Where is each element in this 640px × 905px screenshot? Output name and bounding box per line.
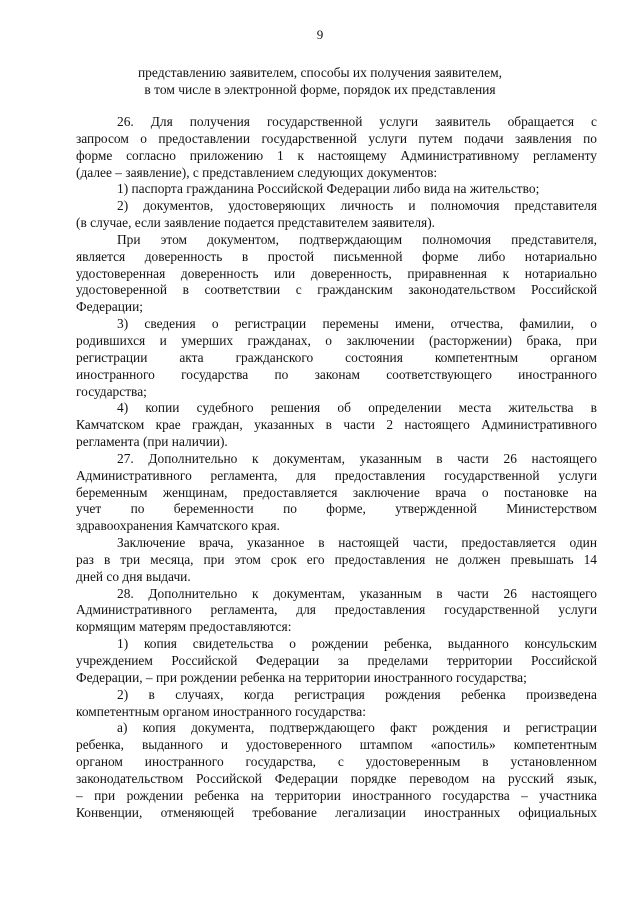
text-line: государства; [76, 383, 147, 399]
text-line: 3) сведения о регистрации перемены имени, отчества, фамилии, о [117, 316, 597, 332]
page-number: 9 [316, 27, 324, 42]
text-line: Федерации; [76, 299, 143, 315]
text-line: регламента (при наличии). [76, 434, 228, 450]
text-line: учреждением Российской Федерации за пределами территории Российской [76, 653, 597, 668]
text-line: иностранного государства по законам соответствующего иностранного [76, 366, 597, 382]
text-line: Конвенции, отменяющей требование легализации иностранных официальных [76, 804, 597, 820]
text-line: 2) документов, удостоверяющих личность и полномочия представителя [117, 198, 597, 214]
body-text [76, 114, 597, 821]
text-line: удостоверенной в соответствии с гражданским законодательством Российской [76, 282, 597, 298]
text-line: кормящим матерям предоставляются: [76, 619, 292, 635]
text-line: Административного регламента, для предоставления государственной услуги [76, 602, 597, 618]
text-line: органом иностранного государства, с удостоверенным в установленном [76, 754, 597, 770]
text-line: Заключение врача, указанное в настоящей части, предоставляется один [117, 535, 597, 551]
text-line: ребенка, выданного и удостоверенного штампом «апостиль» компетентным [76, 737, 597, 753]
text-line: форме согласно приложению 1 к настоящему Административному регламенту [76, 147, 597, 163]
text-line: родившихся и умерших гражданах, о заключении (расторжении) брака, при [76, 332, 597, 348]
text-line: 26. Для получения государственной услуги заявитель обращается с [117, 114, 597, 129]
text-line: удостоверенная доверенность или доверенность, приравненная к нотариально [76, 265, 597, 281]
text-line: раз в три месяца, при этом срок его предоставления не должен превышать 14 [76, 551, 597, 567]
text-line: 2) в случаях, когда регистрация рождения ребенка произведена [117, 686, 597, 702]
text-line: дней со дня выдачи. [76, 568, 191, 584]
section-heading [80, 65, 560, 98]
text-line: беременным женщинам, предоставляется заключение врача о постановке на [76, 484, 597, 500]
text-line: запросом о предоставлении государственной услуги путем подачи заявления по [76, 130, 597, 146]
text-line: является доверенность в простой письменной форме либо нотариально [76, 248, 597, 264]
text-line: (далее – заявление), с представлением следующих документов: [76, 164, 438, 180]
text-line: 1) паспорта гражданина Российской Федерации либо вида на жительство; [117, 181, 540, 197]
text-line: Административного регламента, для предоставления государственной услуги [76, 467, 597, 483]
heading-line: представлению заявителем, способы их получения заявителем, [137, 65, 503, 80]
text-line: учет по беременности по форме, утвержденной Министерством [76, 501, 597, 517]
text-line: законодательством Российской Федерации порядке переводом на русский язык, [76, 770, 597, 786]
text-line: компетентным органом иностранного государства: [76, 703, 366, 719]
text-line: (в случае, если заявление подается представителем заявителя). [76, 215, 436, 231]
text-line: регистрации акта гражданского состояния компетентным органом [76, 349, 597, 365]
text-line: При этом документом, подтверждающим полномочия представителя, [117, 231, 597, 247]
text-line: 28. Дополнительно к документам, указанным в части 26 настоящего [117, 585, 597, 601]
text-line: 4) копии судебного решения об определении места жительства в [117, 400, 597, 416]
text-line: здравоохранения Камчатского края. [76, 518, 280, 534]
text-line: – при рождении ребенка на территории иностранного государства – участника [76, 787, 597, 803]
text-line: Камчатском крае граждан, указанных в части 2 настоящего Административного [76, 417, 597, 433]
heading-line: в том числе в электронной форме, порядок их представления [144, 81, 496, 97]
text-line: 27. Дополнительно к документам, указанным в части 26 настоящего [117, 450, 597, 466]
text-line: а) копия документа, подтверждающего факт рождения и регистрации [117, 720, 597, 736]
text-line: Федерации, – при рождении ребенка на территории иностранного государства; [76, 669, 527, 685]
text-line: 1) копия свидетельства о рождении ребенка, выданного консульским [117, 636, 597, 652]
